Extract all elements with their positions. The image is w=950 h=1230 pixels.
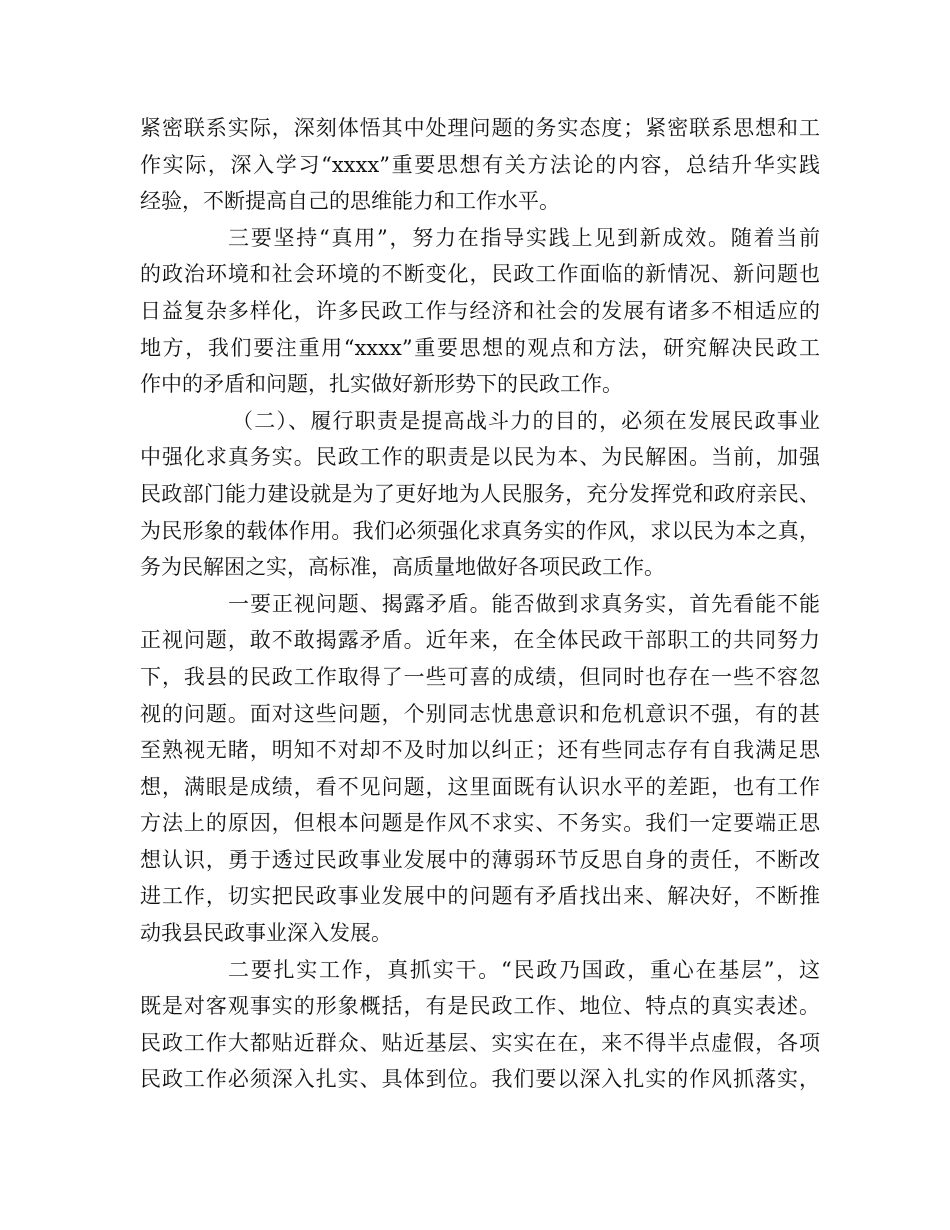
text-line: 二要扎实工作，真抓实干。“民政乃国政，重心在基层”，这 bbox=[228, 957, 820, 982]
text-line: 想认识，勇于透过民政事业发展中的薄弱环节反思自身的责任，不断改 bbox=[140, 847, 820, 872]
text-line: 至熟视无睹，明知不对却不及时加以纠正；还有些同志存有自我满足思 bbox=[140, 738, 820, 763]
text-line: 地方，我们要注重用“xxxx”重要思想的观点和方法，研究解决民政工 bbox=[140, 335, 820, 360]
text-line: 民政工作大都贴近群众、贴近基层、实实在在，来不得半点虚假，各项 bbox=[140, 1030, 820, 1055]
text-line: 作中的矛盾和问题，扎实做好新形势下的民政工作。 bbox=[140, 372, 623, 397]
paragraph bbox=[140, 220, 820, 403]
text-line: 下，我县的民政工作取得了一些可喜的成绩，但同时也存在一些不容忽 bbox=[140, 664, 820, 689]
text-line: 的政治环境和社会环境的不断变化，民政工作面临的新情况、新问题也 bbox=[140, 262, 820, 287]
text-line: 民政部门能力建设就是为了更好地为人民服务，充分发挥党和政府亲民、 bbox=[140, 481, 820, 506]
text-line: 务为民解困之实，高标准，高质量地做好各项民政工作。 bbox=[140, 555, 665, 580]
text-line: 视的问题。面对这些问题，个别同志忧患意识和危机意识不强，有的甚 bbox=[140, 701, 820, 726]
text-line: 想，满眼是成绩，看不见问题，这里面既有认识水平的差距，也有工作 bbox=[140, 774, 820, 799]
text-line: 作实际，深入学习“xxxx”重要思想有关方法论的内容，总结升华实践 bbox=[140, 152, 820, 177]
text-line: 既是对客观事实的形象概括，有是民政工作、地位、特点的真实表述。 bbox=[140, 994, 820, 1019]
text-line: 正视问题，敢不敢揭露矛盾。近年来，在全体民政干部职工的共同努力 bbox=[140, 628, 820, 653]
text-line: 紧密联系实际，深刻体悟其中处理问题的务实态度；紧密联系思想和工 bbox=[140, 116, 820, 140]
text-line: 进工作，切实把民政事业发展中的问题有矛盾找出来、解决好，不断推 bbox=[140, 884, 820, 909]
text-line: 中强化求真务实。民政工作的职责是以民为本、为民解困。当前，加强 bbox=[140, 445, 820, 470]
text-line: 方法上的原因，但根本问题是作风不求实、不务实。我们一定要端正思 bbox=[140, 811, 820, 836]
text-line: 为民形象的载体作用。我们必须强化求真务实的作风，求以民为本之真， bbox=[140, 518, 820, 543]
text-line: 三要坚持“真用”，努力在指导实践上见到新成效。随着当前 bbox=[228, 225, 820, 250]
paragraph bbox=[140, 952, 820, 1098]
text-line: 一要正视问题、揭露矛盾。能否做到求真务实，首先看能不能 bbox=[228, 591, 820, 616]
text-line: 动我县民政事业深入发展。 bbox=[140, 921, 392, 946]
text-line: （二）、履行职责是提高战斗力的目的，必须在发展民政事业 bbox=[232, 408, 820, 433]
document-body bbox=[140, 110, 820, 1098]
paragraph bbox=[140, 586, 820, 952]
paragraph bbox=[140, 403, 820, 586]
text-line: 民政工作必须深入扎实、具体到位。我们要以深入扎实的作风抓落实， bbox=[140, 1067, 820, 1092]
text-line: 日益复杂多样化，许多民政工作与经济和社会的发展有诸多不相适应的 bbox=[140, 298, 820, 323]
text-line: 经验，不断提高自己的思维能力和工作水平。 bbox=[140, 189, 560, 214]
paragraph bbox=[140, 110, 820, 220]
